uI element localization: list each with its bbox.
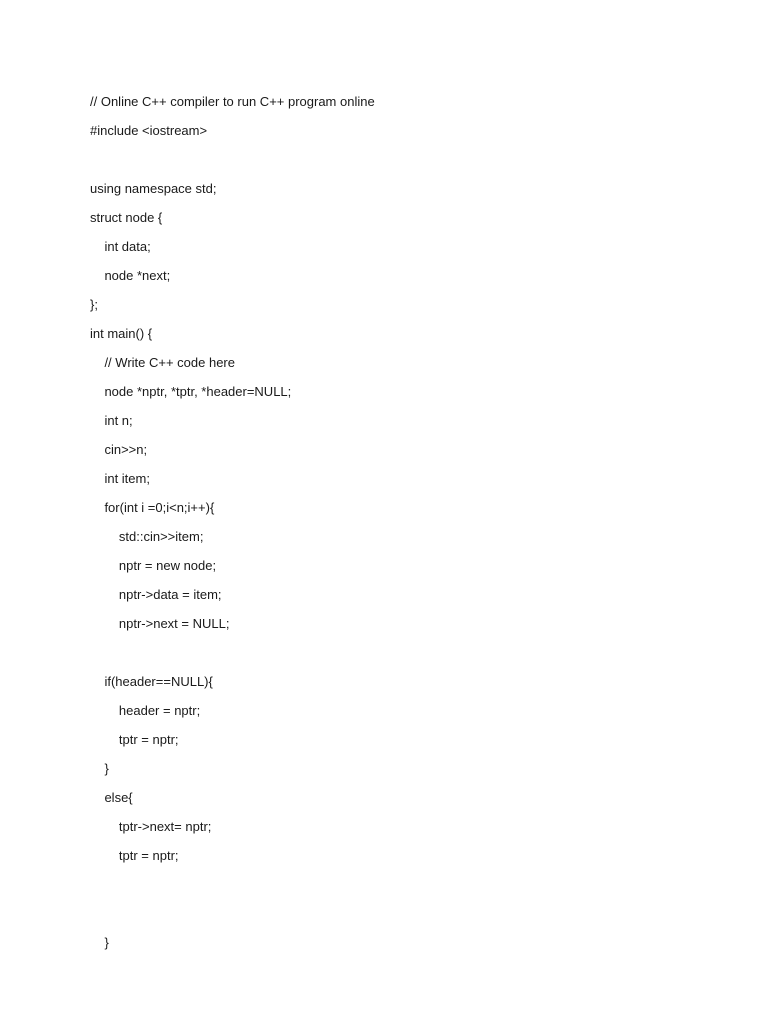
code-line: for(int i =0;i<n;i++){	[90, 500, 215, 515]
code-block	[90, 92, 730, 962]
code-line: else{	[90, 790, 133, 805]
code-line: }	[90, 761, 109, 776]
code-line: #include <iostream>	[90, 123, 208, 138]
code-line: // Write C++ code here	[90, 355, 235, 370]
code-line: tptr = nptr;	[90, 848, 179, 863]
code-line: int item;	[90, 471, 150, 486]
code-line: nptr->next = NULL;	[90, 616, 230, 631]
code-line: node *nptr, *tptr, *header=NULL;	[90, 384, 292, 399]
code-line	[90, 643, 730, 672]
code-line: cin>>n;	[90, 442, 148, 457]
code-line: // Online C++ compiler to run C++ program online	[90, 94, 375, 109]
code-line: int data;	[90, 239, 151, 254]
code-line: int main() {	[90, 326, 153, 341]
code-line: tptr->next= nptr;	[90, 819, 212, 834]
code-line	[90, 875, 730, 904]
code-line: tptr = nptr;	[90, 732, 179, 747]
code-line: }	[90, 935, 109, 950]
code-line: nptr = new node;	[90, 558, 217, 573]
code-line: int n;	[90, 413, 133, 428]
code-line: if(header==NULL){	[90, 674, 213, 689]
code-line: std::cin>>item;	[90, 529, 204, 544]
code-line: nptr->data = item;	[90, 587, 222, 602]
code-line: };	[90, 297, 98, 312]
code-line	[90, 150, 730, 179]
code-line: node *next;	[90, 268, 171, 283]
code-line: struct node {	[90, 210, 163, 225]
code-line	[90, 904, 730, 933]
code-line: using namespace std;	[90, 181, 217, 196]
code-line: header = nptr;	[90, 703, 201, 718]
